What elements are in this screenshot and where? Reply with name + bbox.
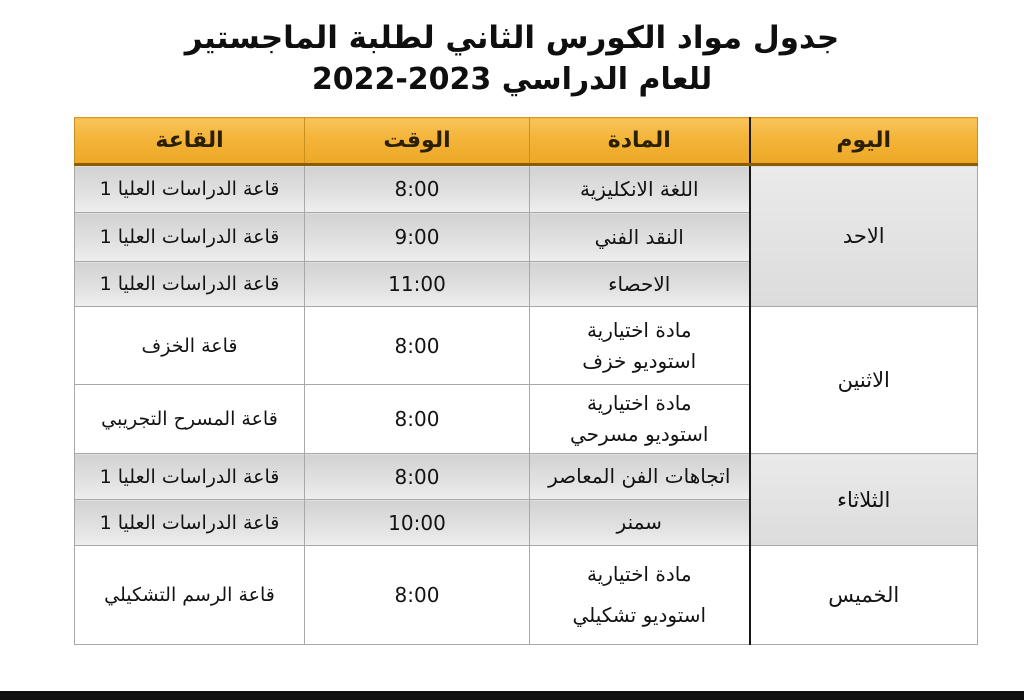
time-cell: 11:00 bbox=[305, 262, 530, 307]
schedule-table bbox=[74, 117, 978, 645]
subject-cell bbox=[530, 165, 750, 213]
subject-line: مادة اختيارية bbox=[586, 562, 692, 586]
room-cell: قاعة الدراسات العليا 1 bbox=[75, 213, 305, 262]
table-row bbox=[75, 546, 978, 645]
room-cell: قاعة الدراسات العليا 1 bbox=[75, 454, 305, 500]
subject-line: الاحصاء bbox=[608, 271, 671, 296]
time-cell: 8:00 bbox=[305, 165, 530, 213]
title-line-2: للعام الدراسي 2023-2022 bbox=[311, 61, 713, 97]
time-cell: 9:00 bbox=[305, 213, 530, 262]
header-room: القاعة bbox=[75, 118, 305, 165]
schedule-header bbox=[75, 118, 978, 165]
subject-cell bbox=[530, 213, 750, 262]
header-time: الوقت bbox=[305, 118, 530, 165]
room-cell: قاعة الدراسات العليا 1 bbox=[75, 500, 305, 546]
time-cell: 8:00 bbox=[305, 307, 530, 385]
day-cell-1 bbox=[750, 307, 978, 454]
time-cell: 10:00 bbox=[305, 500, 530, 546]
header-day: اليوم bbox=[750, 118, 978, 165]
room-cell: قاعة الدراسات العليا 1 bbox=[75, 262, 305, 307]
day-cell-3 bbox=[750, 546, 978, 645]
day-cell-2 bbox=[750, 454, 978, 546]
time-cell: 8:00 bbox=[305, 385, 530, 454]
subject-line: استوديو مسرحي bbox=[570, 422, 709, 446]
day-label: الثلاثاء bbox=[837, 487, 891, 512]
time-cell: 8:00 bbox=[305, 546, 530, 645]
title-line-1: جدول مواد الكورس الثاني لطلبة الماجستير bbox=[184, 20, 840, 56]
day-label: الخميس bbox=[828, 583, 900, 607]
room-cell: قاعة الرسم التشكيلي bbox=[75, 546, 305, 645]
subject-line: مادة اختيارية bbox=[586, 317, 692, 342]
table-row bbox=[75, 454, 978, 500]
room-cell: قاعة الدراسات العليا 1 bbox=[75, 165, 305, 213]
subject-line: استوديو خزف bbox=[582, 348, 697, 373]
subject-cell bbox=[530, 454, 750, 500]
day-cell-0 bbox=[750, 165, 978, 307]
page-title bbox=[0, 16, 1024, 98]
room-cell: قاعة الخزف bbox=[75, 307, 305, 385]
subject-cell bbox=[530, 307, 750, 385]
subject-line: اتجاهات الفن المعاصر bbox=[548, 464, 731, 488]
day-label: الاثنين bbox=[837, 368, 890, 392]
time-cell: 8:00 bbox=[305, 454, 530, 500]
header-subject: المادة bbox=[530, 118, 750, 165]
subject-cell bbox=[530, 385, 750, 454]
subject-line: سمنر bbox=[616, 510, 662, 534]
subject-line: اللغة الانكليزية bbox=[579, 176, 699, 201]
subject-cell bbox=[530, 262, 750, 307]
table-row bbox=[75, 307, 978, 385]
subject-cell bbox=[530, 546, 750, 645]
subject-line: مادة اختيارية bbox=[586, 391, 692, 415]
day-label: الاحد bbox=[842, 224, 885, 248]
subject-line: النقد الفني bbox=[594, 224, 684, 249]
bottom-black-bar bbox=[0, 691, 1024, 700]
table-row bbox=[75, 165, 978, 213]
header-row bbox=[75, 118, 978, 165]
subject-line: استوديو تشكيلي bbox=[572, 603, 707, 627]
room-cell: قاعة المسرح التجريبي bbox=[75, 385, 305, 454]
subject-cell bbox=[530, 500, 750, 546]
schedule-body bbox=[75, 165, 978, 645]
